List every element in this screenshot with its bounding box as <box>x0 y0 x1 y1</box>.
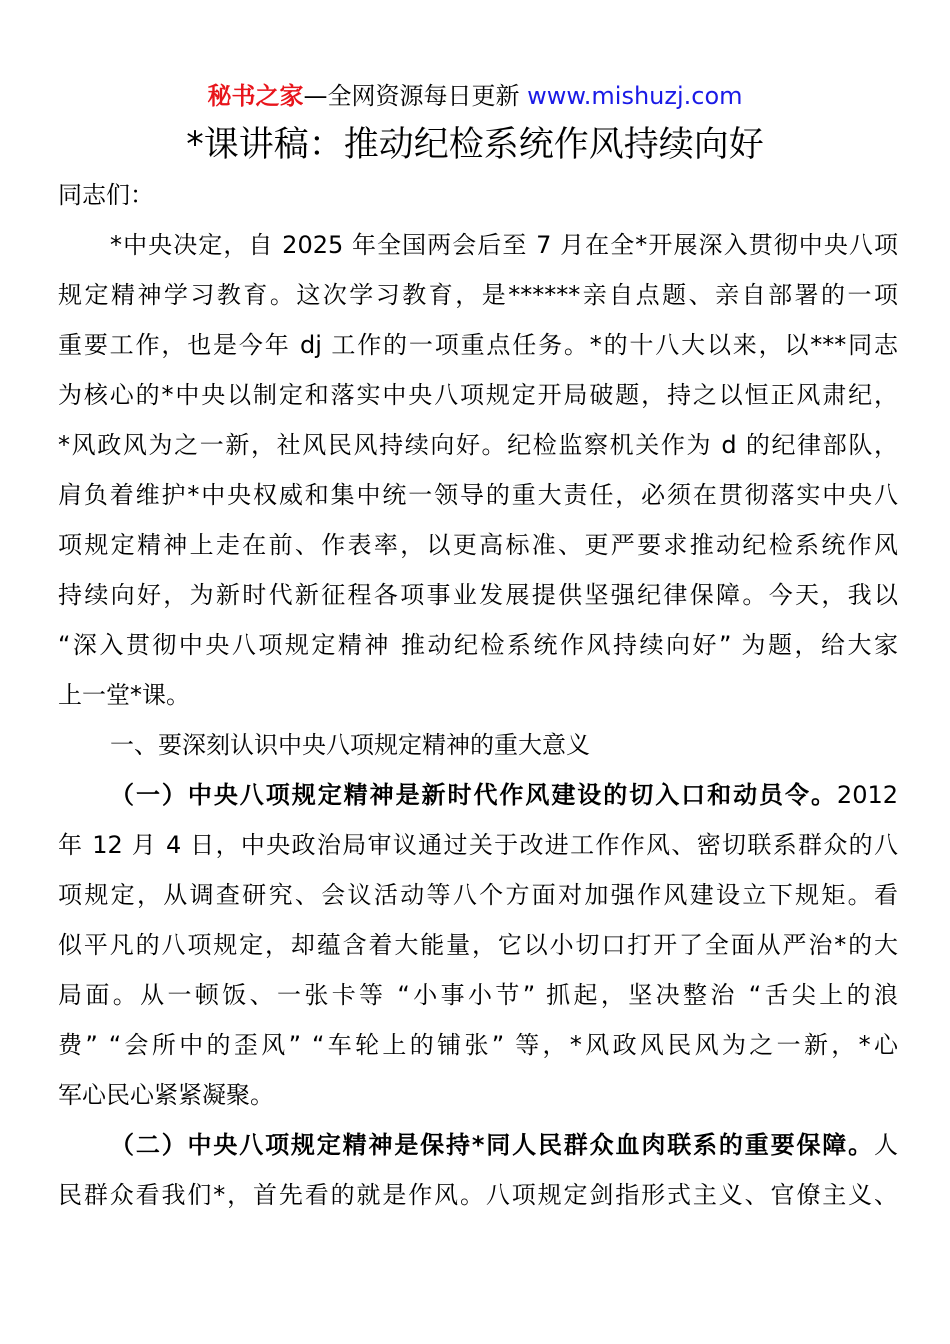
paragraph-line: 上一堂*课。 <box>58 681 190 709</box>
paragraph-line: 似平凡的八项规定，却蕴含着大能量，它以小切口打开了全面从严治*的大 <box>58 931 898 959</box>
subsection-line <box>58 1120 898 1170</box>
paragraph-line: 项规定精神上走在前、作表率，以更高标准、更严要求推动纪检系统作风 <box>58 531 898 559</box>
subsection-line <box>58 770 898 820</box>
paragraph-fragment: 人 <box>874 1131 898 1159</box>
paragraph-line: 持续向好，为新时代新征程各项事业发展提供坚强纪律保障。今天，我以 <box>58 581 898 609</box>
subsection-heading: （一）中央八项规定精神是新时代作风建设的切入口和动员令。 <box>110 781 837 809</box>
paragraph-line: 民群众看我们*，首先看的就是作风。八项规定剑指形式主义、官僚主义、 <box>58 1181 898 1209</box>
paragraph-line: 局面。从一顿饭、一张卡等 “小事小节” 抓起，坚决整治 “舌尖上的浪 <box>58 981 898 1009</box>
site-tagline: —全网资源每日更新 <box>303 82 528 110</box>
paragraph-line: “深入贯彻中央八项规定精神 推动纪检系统作风持续向好” 为题，给大家 <box>58 631 898 659</box>
salutation <box>58 170 898 220</box>
paragraph-line: *中央决定，自 2025 年全国两会后至 7 月在全*开展深入贯彻中央八项 <box>110 231 898 259</box>
paragraph-line: 项规定，从调查研究、会议活动等八个方面对加强作风建设立下规矩。看 <box>58 881 898 909</box>
site-brand: 秘书之家 <box>207 82 304 110</box>
paragraph-line: 肩负着维护*中央权威和集中统一领导的重大责任，必须在贯彻落实中央八 <box>58 481 898 509</box>
paragraph-line: 年 12 月 4 日，中央政治局审议通过关于改进工作作风、密切联系群众的八 <box>58 831 898 859</box>
site-banner <box>0 80 950 112</box>
paragraph-line: *风政风为之一新，社风民风持续向好。纪检监察机关作为 d 的纪律部队， <box>58 431 898 459</box>
paragraph-line: 为核心的*中央以制定和落实中央八项规定开局破题，持之以恒正风肃纪， <box>58 381 898 409</box>
paragraph-line: 费” “会所中的歪风” “车轮上的铺张” 等，*风政风民风为之一新，*心 <box>58 1031 898 1059</box>
document-title: *课讲稿：推动纪检系统作风持续向好 <box>186 125 764 165</box>
paragraph-line: 军心民心紧紧凝聚。 <box>58 1081 274 1109</box>
paragraph-line: 重要工作，也是今年 dj 工作的一项重点任务。*的十八大以来，以***同志 <box>58 331 898 359</box>
paragraph-fragment: 2012 <box>836 781 898 809</box>
site-url-link[interactable]: www.mishuzj.com <box>527 82 743 110</box>
paragraph-line: 规定精神学习教育。这次学习教育，是******亲自点题、亲自部署的一项 <box>58 281 898 309</box>
salutation-line: 同志们： <box>58 181 154 209</box>
section-heading: 一、要深刻认识中央八项规定精神的重大意义 <box>110 731 590 759</box>
subsection-heading: （二）中央八项规定精神是保持*同人民群众血肉联系的重要保障。 <box>110 1131 874 1159</box>
document-body <box>58 220 898 1220</box>
